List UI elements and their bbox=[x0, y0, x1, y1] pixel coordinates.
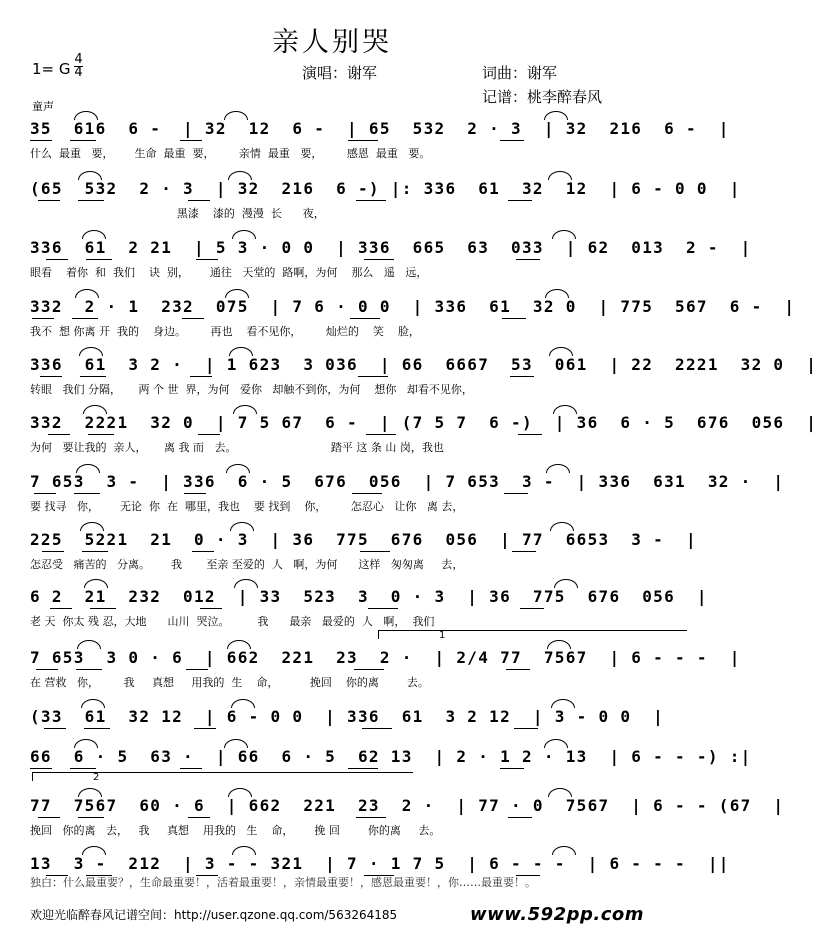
beam-line bbox=[352, 493, 382, 494]
slur-arc bbox=[79, 347, 103, 356]
key-signature: 1= G bbox=[32, 60, 71, 78]
notation-line: 7 653 3 - | 336 6 · 5 676 056 | 7 653 3 - | 336 631 32 · | bbox=[30, 472, 785, 491]
beam-line bbox=[42, 551, 64, 552]
beam-line bbox=[44, 728, 66, 729]
slur-arc bbox=[547, 640, 571, 649]
beam-line bbox=[78, 200, 104, 201]
notation-line: (33 61 32 12 | 6 - 0 0 | 336 61 3 2 12 | 3 - 0 0 | bbox=[30, 707, 665, 726]
score-row bbox=[30, 586, 708, 628]
footer-text: 欢迎光临醉春风记谱空间：http://user.qzone.qq.com/563264185 bbox=[30, 908, 398, 922]
score-row bbox=[30, 354, 817, 396]
beam-line bbox=[86, 259, 112, 260]
slur-arc bbox=[226, 464, 250, 473]
slur-arc bbox=[548, 788, 572, 797]
beam-line bbox=[514, 728, 538, 729]
beam-line bbox=[186, 669, 208, 670]
voice-tag: 童声 bbox=[32, 100, 54, 113]
beam-line bbox=[32, 318, 54, 319]
beam-line bbox=[180, 140, 202, 141]
notation-line: 332 2221 32 0 | 7 5 67 6 - | (7 5 7 6 -) | 36 6 · 5 676 056 | bbox=[30, 413, 817, 432]
beam-line bbox=[506, 669, 530, 670]
beam-line bbox=[90, 608, 116, 609]
slur-arc bbox=[78, 788, 102, 797]
slur-arc bbox=[77, 640, 101, 649]
monologue-text: 独白：什么最重要？，生命最重要！，活着最重要！，亲情最重要！，感恩最重要！，你……最重要！。 bbox=[30, 876, 536, 889]
beam-line bbox=[354, 669, 384, 670]
notation-line: 13 3 - 212 | 3 - - 321 | 7 · 1 7 5 | 6 - - - | 6 - - - || bbox=[30, 854, 730, 873]
slur-arc bbox=[544, 111, 568, 120]
beam-line bbox=[198, 434, 220, 435]
beam-line bbox=[182, 318, 204, 319]
beam-line bbox=[34, 493, 56, 494]
notation-line: 77 7567 60 · 6 | 662 221 23 2 · | 77 · 0 7567 | 6 - - (67 | bbox=[30, 796, 785, 815]
slur-arc bbox=[78, 171, 102, 180]
notation-line: (65 532 2 · 3 | 32 216 6 -) |: 336 61 32 12 | 6 - 0 0 | bbox=[30, 179, 741, 198]
slur-arc bbox=[228, 171, 252, 180]
notation-line: 332 2 · 1 232 075 | 7 6 · 0 0 | 336 61 32 0 | 775 567 6 - | bbox=[30, 297, 796, 316]
lyric-line: 什么 最重 要， 生命 最重 要， 亲情 最重 要， 感恩 最重 要。 bbox=[30, 147, 431, 160]
slur-arc bbox=[554, 579, 578, 588]
beam-line bbox=[30, 768, 52, 769]
beam-line bbox=[360, 551, 390, 552]
beam-line bbox=[30, 140, 52, 141]
beam-line bbox=[188, 200, 210, 201]
beam-line bbox=[50, 608, 72, 609]
beam-line bbox=[192, 551, 214, 552]
beam-line bbox=[508, 817, 532, 818]
volta-2-label: 2 bbox=[93, 772, 100, 783]
score-row bbox=[30, 529, 697, 571]
time-signature bbox=[74, 54, 83, 78]
beam-line bbox=[500, 768, 524, 769]
beam-line bbox=[190, 376, 212, 377]
slur-arc bbox=[548, 171, 572, 180]
beam-line bbox=[84, 728, 110, 729]
beam-line bbox=[88, 434, 114, 435]
volta-1 bbox=[378, 630, 687, 639]
score-row bbox=[30, 647, 741, 689]
lyric-line: 要 找寻 你， 无论 你 在 哪里，我也 要 找到 你， 怎忍心 让你 离 去， bbox=[30, 500, 464, 513]
beam-line bbox=[82, 551, 108, 552]
beam-line bbox=[72, 318, 98, 319]
score-row bbox=[30, 237, 752, 279]
beam-line bbox=[348, 140, 378, 141]
slur-arc bbox=[82, 230, 106, 239]
lyric-line: 黑漆 漆的 漫漫 长 夜， bbox=[30, 207, 325, 220]
slur-arc bbox=[80, 522, 104, 531]
slur-arc bbox=[232, 230, 256, 239]
slur-arc bbox=[81, 699, 105, 708]
slur-arc bbox=[227, 640, 251, 649]
beam-line bbox=[364, 259, 394, 260]
slur-arc bbox=[232, 846, 256, 855]
beam-line bbox=[180, 768, 202, 769]
beam-line bbox=[184, 493, 206, 494]
beam-line bbox=[366, 434, 396, 435]
notation-line: 336 61 2 21 | 5 3 · 0 0 | 336 665 63 033 | 62 013 2 - | bbox=[30, 238, 752, 257]
slur-arc bbox=[230, 522, 254, 531]
notation-line: 225 5221 21 0 · 3 | 36 775 676 056 | 77 6653 3 - | bbox=[30, 530, 697, 549]
slur-arc bbox=[234, 579, 258, 588]
beam-line bbox=[350, 318, 380, 319]
notation-line: 66 6 · 5 63 · | 66 6 · 5 62 13 | 2 · 1 2 · 13 | 6 - - -) :| bbox=[30, 747, 752, 766]
beam-line bbox=[38, 817, 60, 818]
slur-arc bbox=[75, 289, 99, 298]
lyric-line: 挽回 你的离 去， 我 真想 用我的 生 命， 挽 回 你的离 去。 bbox=[30, 824, 441, 837]
lyric-line: 怎忍受 痛苦的 分离。 我 至亲 至爱的 人 啊，为何 这样 匆匆离 去， bbox=[30, 558, 464, 571]
beam-line bbox=[504, 493, 528, 494]
time-signature-bottom: 4 bbox=[74, 65, 83, 80]
beam-line bbox=[520, 608, 544, 609]
slur-arc bbox=[74, 111, 98, 120]
lyric-line: 为何 要让我的 亲人， 离 我 而 去。 踏平 这 条 山 岗，我也 bbox=[30, 441, 444, 454]
volta-2 bbox=[32, 772, 413, 781]
beam-line bbox=[48, 434, 70, 435]
slur-arc bbox=[551, 699, 575, 708]
lyric-line: 在 营救 你， 我 真想 用我的 生 命， 挽回 你的离 去。 bbox=[30, 676, 429, 689]
beam-line bbox=[76, 669, 102, 670]
beam-line bbox=[368, 608, 398, 609]
beam-line bbox=[518, 434, 542, 435]
score-row bbox=[30, 471, 785, 513]
notation-line: 336 61 3 2 · | 1 623 3 036 | 66 6667 53 061 | 22 2221 32 0 | bbox=[30, 355, 817, 374]
beam-line bbox=[510, 376, 534, 377]
song-title: 亲人别哭 bbox=[272, 27, 392, 58]
slur-arc bbox=[225, 289, 249, 298]
lyric-line: 老 天 你太 残 忍，大地 山川 哭泣。 我 最亲 最爱的 人 啊， 我们 bbox=[30, 615, 435, 628]
slur-arc bbox=[229, 347, 253, 356]
beam-line bbox=[80, 376, 106, 377]
slur-arc bbox=[83, 405, 107, 414]
lyric-line: 我不 想 你离 开 我的 身边。 再也 看不见你， 灿烂的 笑 脸， bbox=[30, 325, 420, 338]
notation-line: 7 653 3 0 · 6 | 662 221 23 2 · | 2/4 77 7567 | 6 - - - | bbox=[30, 648, 741, 667]
beam-line bbox=[500, 140, 524, 141]
lyric-line: 眼看 着你 和 我们 诀 别， 通往 天堂的 路啊，为何 那么 遥 远， bbox=[30, 266, 428, 279]
slur-arc bbox=[546, 464, 570, 473]
beam-line bbox=[508, 200, 532, 201]
score-row bbox=[30, 706, 665, 736]
slur-arc bbox=[224, 111, 248, 120]
beam-line bbox=[46, 259, 68, 260]
score-row bbox=[30, 118, 730, 160]
slur-arc bbox=[549, 347, 573, 356]
notation-line: 6 2 21 232 012 | 33 523 3 0 · 3 | 36 775 676 056 | bbox=[30, 587, 708, 606]
beam-line bbox=[74, 493, 100, 494]
score-row bbox=[30, 412, 817, 454]
notation-line: 35 616 6 - | 32 12 6 - | 65 532 2 · 3 | 32 216 6 - | bbox=[30, 119, 730, 138]
beam-line bbox=[362, 728, 392, 729]
beam-line bbox=[70, 140, 96, 141]
beam-line bbox=[38, 200, 60, 201]
volta-1-label: 1 bbox=[439, 630, 446, 641]
slur-arc bbox=[82, 846, 106, 855]
beam-line bbox=[358, 376, 388, 377]
beam-line bbox=[348, 768, 378, 769]
slur-arc bbox=[552, 230, 576, 239]
slur-arc bbox=[76, 464, 100, 473]
beam-line bbox=[194, 728, 216, 729]
beam-line bbox=[70, 768, 96, 769]
site-watermark: www.592pp.com bbox=[470, 904, 645, 925]
score-row bbox=[30, 795, 785, 837]
lyricist-credit: 词曲：谢军 bbox=[482, 64, 558, 82]
beam-line bbox=[188, 817, 210, 818]
beam-line bbox=[356, 817, 386, 818]
score-row bbox=[30, 296, 796, 338]
singer-credit: 演唱：谢军 bbox=[302, 64, 378, 82]
beam-line bbox=[516, 259, 540, 260]
slur-arc bbox=[84, 579, 108, 588]
time-signature-top: 4 bbox=[74, 52, 83, 67]
slur-arc bbox=[550, 522, 574, 531]
score-row bbox=[30, 178, 741, 220]
transcriber-credit: 记谱：桃李醉春风 bbox=[482, 88, 603, 106]
beam-line bbox=[200, 608, 222, 609]
slur-arc bbox=[545, 289, 569, 298]
slur-arc bbox=[552, 846, 576, 855]
slur-arc bbox=[553, 405, 577, 414]
beam-line bbox=[78, 817, 104, 818]
slur-arc bbox=[231, 699, 255, 708]
slur-arc bbox=[233, 405, 257, 414]
beam-line bbox=[512, 551, 536, 552]
beam-line bbox=[196, 259, 218, 260]
beam-line bbox=[40, 376, 62, 377]
beam-line bbox=[356, 200, 386, 201]
slur-arc bbox=[228, 788, 252, 797]
lyric-line: 转眼 我们 分隔， 两 个 世 界，为何 爱你 却触不到你，为何 想你 却看不见你， bbox=[30, 383, 473, 396]
beam-line bbox=[502, 318, 526, 319]
beam-line bbox=[36, 669, 58, 670]
